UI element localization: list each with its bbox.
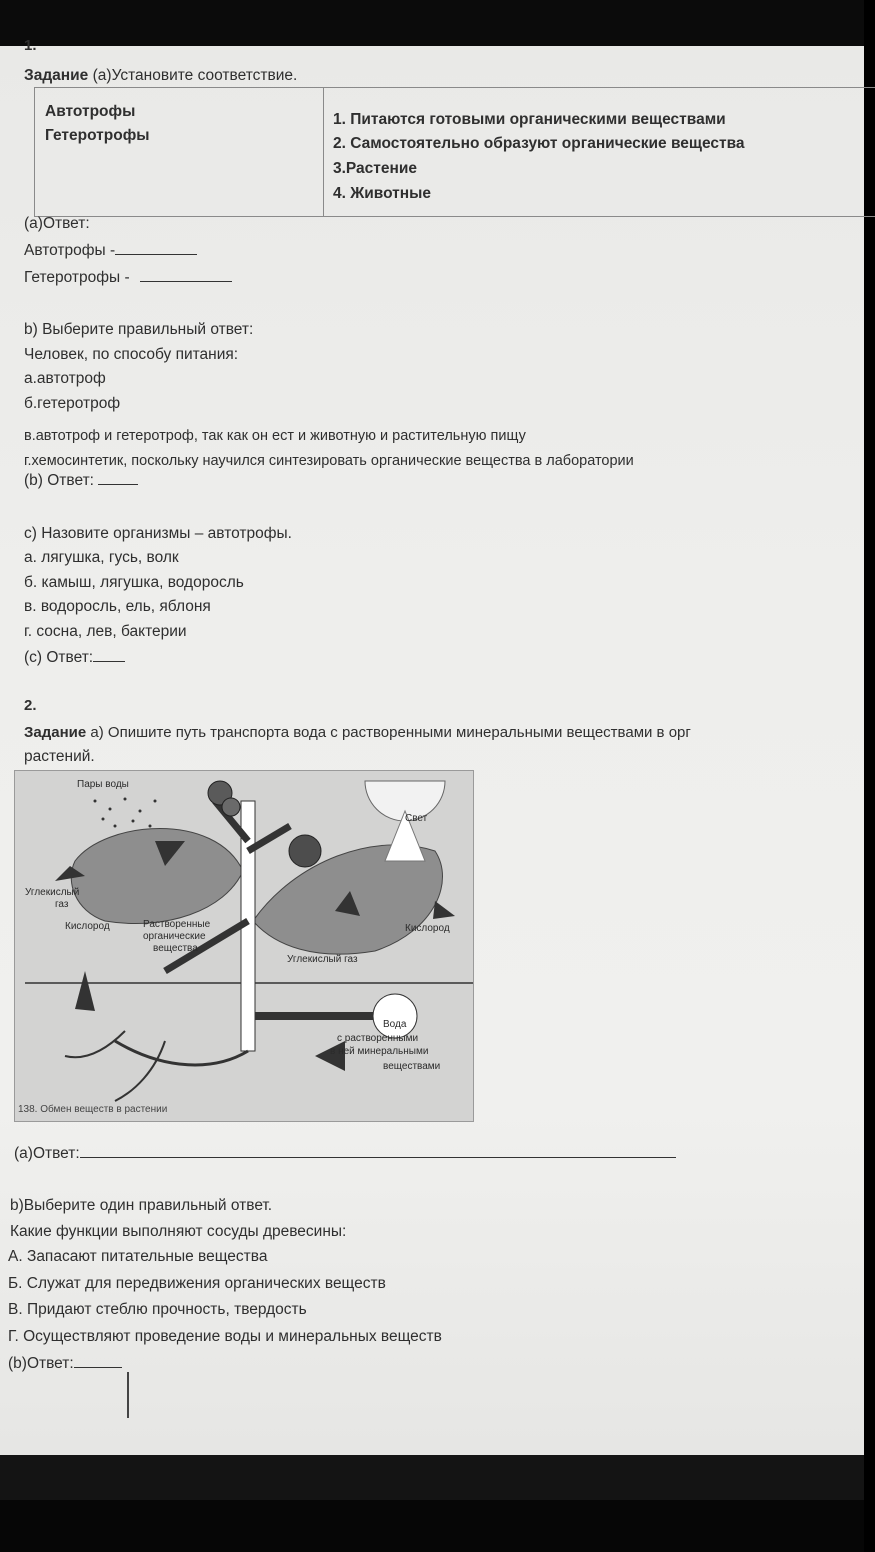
task1-c-option-b: б. камыш, лягушка, водоросль [24,574,244,591]
roots-2 [65,1031,125,1057]
task1-c-option-a: а. лягушка, гусь, волк [24,549,179,566]
task1-b-answer-blank[interactable] [98,470,138,485]
answer-autotrophs-line[interactable] [24,240,197,261]
label-water-1: Вода [383,1019,407,1030]
water-bubble [373,994,417,1038]
task2-b-option-b: Б. Служат для передвижения органических веществ [8,1275,386,1292]
task2-b-answer-blank[interactable] [74,1353,122,1368]
task2-b-answer-line[interactable] [8,1353,122,1374]
answer-autotrophs-label: Автотрофы - [24,242,116,259]
task2-b-option-c: В. Придают стеблю прочность, твердость [8,1301,307,1318]
task1-b-answer-label: (b) Ответ: [24,472,94,489]
task1-c-answer-line[interactable] [24,647,125,668]
plant-metabolism-figure [14,770,474,1122]
label-vapor: Пары воды [77,779,129,790]
top-black-bar [0,0,864,46]
left-item-heterotrophs: Гетеротрофы [45,127,150,144]
flower-bud [222,798,240,816]
vapor-dots [94,798,157,828]
task1-title-rest: (а)Установите соответствие. [92,67,298,84]
task1-c-answer-label: (c) Ответ: [24,649,94,666]
task1-title [24,66,297,86]
task1-b-option-b: б.гетеротроф [24,395,121,412]
roots-3 [115,1041,165,1101]
bottom-bar-inner [0,1500,864,1552]
pen-stroke-mark [127,1372,129,1418]
label-water-2: с растворенными [337,1033,419,1044]
label-dissolved-2: органические [143,931,206,942]
task2-number: 2. [24,697,37,714]
label-oxygen-left: Кислород [65,921,110,932]
answer-autotrophs-blank[interactable] [115,240,197,255]
task1-b-option-a: а.автотроф [24,370,106,387]
task2-answer-a-label: (а)Ответ: [14,1145,80,1162]
worksheet-page [0,37,864,1455]
left-item-autotrophs: Автотрофы [45,103,136,120]
label-oxygen-right: Кислород [405,923,450,934]
label-dissolved-3: вещества [153,943,198,954]
task1-b-option-c: в.автотроф и гетеротроф, так как он ест и животную и растительную пищу [24,428,526,444]
task1-c-title: c) Назовите организмы – автотрофы. [24,525,292,542]
task1-number: 1. [24,37,37,54]
answer-heterotrophs-blank[interactable] [140,267,232,282]
table-divider [323,88,324,216]
task2-b-option-d: Г. Осуществляют проведение воды и минеральных веществ [8,1328,442,1345]
task2-answer-a-line[interactable] [14,1143,676,1164]
label-co2-left-2: газ [55,899,69,910]
task2-b-title: b)Выберите один правильный ответ. [10,1197,273,1214]
task2-title-line2: растений. [24,748,95,765]
task1-c-answer-blank[interactable] [93,647,125,662]
answer-heterotrophs-line[interactable] [24,267,232,288]
arrow-oxygen-right [433,901,455,919]
figure-caption: 138. Обмен веществ в растении [18,1104,168,1115]
label-water-4: веществами [383,1061,441,1072]
roots-1 [115,1041,248,1065]
task1-c-option-d: г. сосна, лев, бактерии [24,623,187,640]
bottom-black-bar [0,1455,864,1552]
task2-title-bold: Задание [24,724,87,741]
task2-b-answer-label: (b)Ответ: [8,1355,74,1372]
right-item-4: 4. Животные [333,185,431,202]
task1-c-option-c: в. водоросль, ель, яблоня [24,598,211,615]
task2-title [24,723,691,743]
answer-heterotrophs-label: Гетеротрофы - [24,269,130,286]
matching-table [34,87,875,217]
label-co2-left-1: Углекислый [25,887,80,898]
right-item-1: 1. Питаются готовыми органическими веществами [333,111,726,128]
right-item-2: 2. Самостоятельно образуют органические вещества [333,135,745,152]
task1-b-question: Человек, по способу питания: [24,346,239,363]
arrow-oxygen-left [75,971,95,1011]
task2-title-rest: а) Опишите путь транспорта вода с растворенными минеральными веществами в орг [86,724,691,741]
right-item-3: 3.Растение [333,160,418,177]
task2-answer-a-blank[interactable] [80,1143,676,1158]
task1-title-bold: Задание [24,67,89,84]
task1-answer-a-label: (а)Ответ: [24,215,90,232]
task2-b-question: Какие функции выполняют сосуды древесины: [10,1223,347,1240]
task1-b-title: b) Выберите правильный ответ: [24,321,254,338]
task2-b-option-a: А. Запасают питательные вещества [8,1248,268,1265]
label-dissolved-1: Растворенные [143,919,211,930]
fruit [289,835,321,867]
label-water-3: в ней минеральными [330,1046,429,1057]
task1-b-answer-line[interactable] [24,470,138,491]
task1-b-option-d: г.хемосинтетик, поскольку научился синтезировать органические вещества в лаборатории [24,453,634,469]
label-light: Свет [405,813,428,824]
label-co2-center: Углекислый газ [287,954,358,965]
